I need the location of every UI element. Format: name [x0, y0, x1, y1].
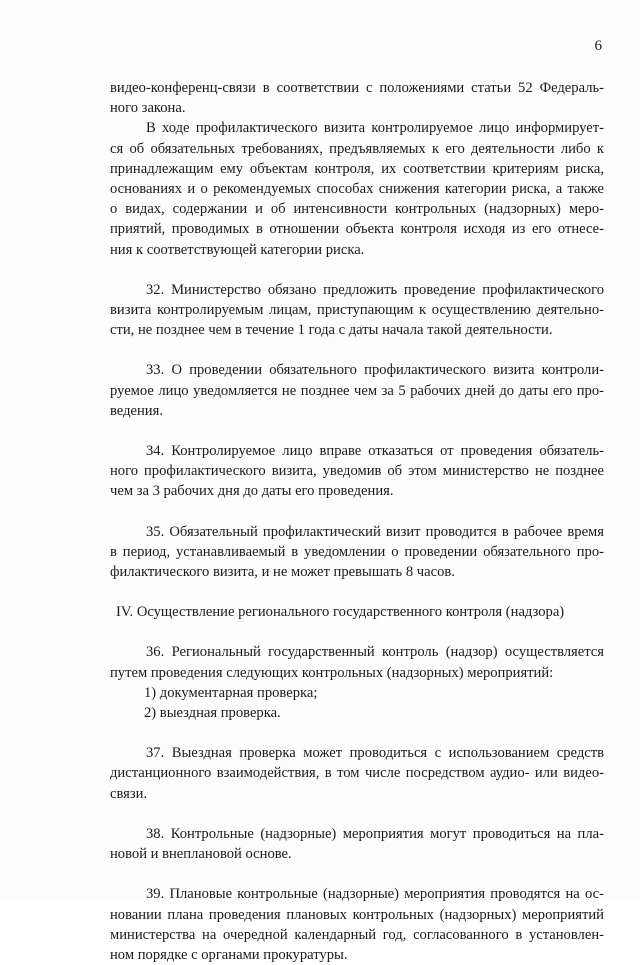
- text-line: принадлежащим ему объектам контроля, их соответствии критериям риска,: [110, 160, 604, 177]
- paragraph-gap: [110, 622, 604, 642]
- paragraph: [110, 642, 604, 682]
- text-line: сти, не позднее чем в течение 1 года с даты начала такой деятельности.: [110, 322, 553, 339]
- text-line: 38. Контрольные (надзорные) мероприятия могут проводиться на пла-: [146, 825, 604, 842]
- text-line: в период, устанавливаемый в уведомлении о проведении обязательного про-: [110, 543, 604, 560]
- paragraph: [110, 280, 604, 341]
- paragraph-gap: [110, 582, 604, 602]
- text-line: 34. Контролируемое лицо вправе отказаться от проведения обязатель-: [146, 443, 604, 460]
- text-line: путем проведения следующих контрольных (надзорных) мероприятий:: [110, 664, 554, 681]
- text-line: дистанционного взаимодействия, в том числе посредством аудио- или видео-: [110, 765, 604, 782]
- text-line: визита контролируемым лицам, приступающим к осуществлению деятельно-: [110, 302, 604, 319]
- paragraph-gap: [110, 864, 604, 884]
- list-item: 2) выездная проверка.: [144, 705, 281, 722]
- text-line: ведения.: [110, 402, 163, 419]
- paragraph: [110, 824, 604, 864]
- text-line: приятий, проводимых в отношении объекта контроля исходя из его отнесе-: [110, 221, 604, 238]
- text-line: ного закона.: [110, 100, 186, 117]
- text-line: основаниях и о рекомендуемых способах снижения категории риска, а также: [110, 181, 604, 198]
- text-line: министерства на очередной календарный год, согласованного в установлен-: [110, 926, 604, 943]
- paragraph: [110, 522, 604, 583]
- text-line: В ходе профилактического визита контролируемое лицо информирует-: [146, 120, 604, 137]
- paragraph: [110, 884, 604, 965]
- paragraph: [110, 118, 604, 259]
- paragraph: [110, 78, 604, 118]
- paragraph: [110, 441, 604, 502]
- text-line: 37. Выездная проверка может проводиться с использованием средств: [146, 745, 604, 762]
- paragraph-gap: [110, 502, 604, 522]
- text-line: о видах, содержании и об интенсивности контрольных (надзорных) меро-: [110, 201, 604, 218]
- paragraph: [110, 743, 604, 804]
- document-body: [110, 78, 604, 965]
- text-line: 36. Региональный государственный контроль (надзор) осуществляется: [146, 644, 604, 661]
- paragraph-gap: [110, 340, 604, 360]
- paragraph: [110, 360, 604, 421]
- text-line: ном порядке с органами прокуратуры.: [110, 946, 348, 963]
- text-line: ся об обязательных требованиях, предъявляемых к его деятельности либо к: [110, 140, 604, 157]
- section-heading: IV. Осуществление регионального государственного контроля (надзора): [116, 604, 565, 621]
- paragraph-gap: [110, 260, 604, 280]
- text-line: филактического визита, и не может превышать 8 часов.: [110, 564, 455, 581]
- text-line: новой и внеплановой основе.: [110, 846, 292, 863]
- text-line: ного профилактического визита, уведомив об этом министерство не позднее: [110, 463, 604, 480]
- text-line: 32. Министерство обязано предложить проведение профилактического: [146, 281, 604, 298]
- text-line: 35. Обязательный профилактический визит проводится в рабочее время: [146, 523, 604, 540]
- text-line: связи.: [110, 785, 148, 802]
- text-line: 39. Плановые контрольные (надзорные) мероприятия проводятся на ос-: [146, 886, 604, 903]
- paragraph-gap: [110, 723, 604, 743]
- text-line: 33. О проведении обязательного профилактического визита контроли-: [146, 362, 604, 379]
- text-line: чем за 3 рабочих дня до даты его проведения.: [110, 483, 394, 500]
- text-line: ния к соответствующей категории риска.: [110, 241, 365, 258]
- list-item: 1) документарная проверка;: [144, 684, 318, 701]
- paragraph-gap: [110, 421, 604, 441]
- paragraph-gap: [110, 804, 604, 824]
- page-number: 6: [594, 38, 602, 54]
- text-line: новании плана проведения плановых контрольных (надзорных) мероприятий: [110, 906, 604, 923]
- text-line: видео-конференц-связи в соответствии с положениями статьи 52 Федераль-: [110, 80, 604, 96]
- text-line: руемое лицо уведомляется не позднее чем за 5 рабочих дней до даты его про-: [110, 382, 604, 399]
